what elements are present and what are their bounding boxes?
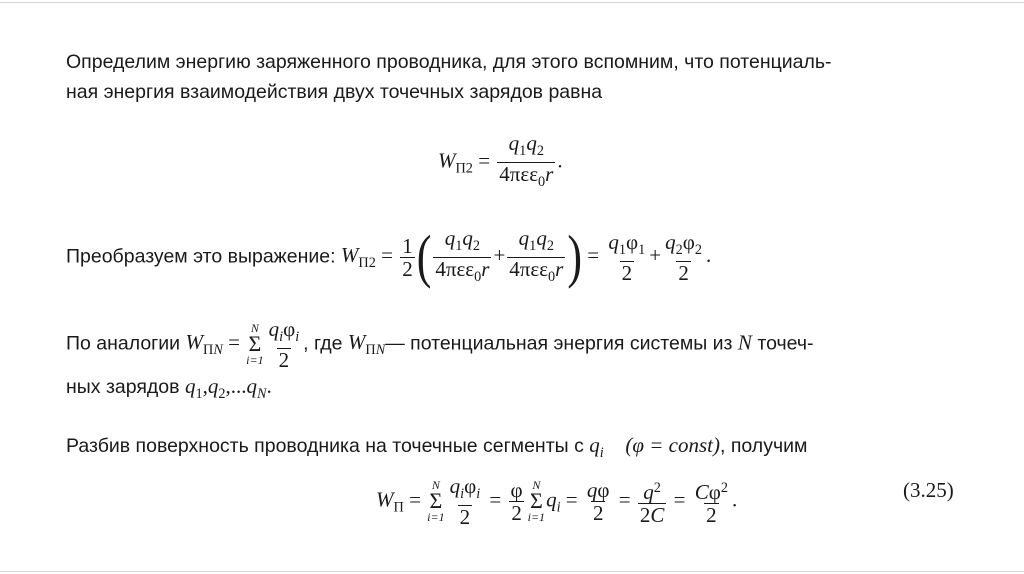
formula-potential-energy-two-charges: $W_{П2}$ = $\frac{q_1q_2}{4\pi\varepsilon\varepsilon_0r}$ . — [438, 132, 563, 193]
paragraph-3-line-2: ных зарядов $q_1,q_2,...q_N$. — [66, 374, 272, 402]
equals-sign: = — [478, 148, 491, 173]
paragraph-2 — [66, 223, 712, 290]
top-divider — [0, 2, 1024, 3]
fraction-q1q2-over-4pi-eps-r: $\frac{q_1q_2}{4\pi\varepsilon\varepsilon_0r}$ — [497, 132, 555, 193]
paragraph-1-line-2: ная энергия взаимодействия двух точечных зарядов равна — [66, 81, 603, 103]
const-potential-condition: (φ = const) — [625, 433, 720, 457]
formula-charges-list: $q_1,q_2,...q_N$. — [184, 374, 272, 402]
symbol-W: W — [438, 148, 456, 173]
subscript-P2: П2 — [455, 160, 473, 177]
formula-system-energy: $W_{ПN}$ = N Σ i=1 $\frac{q_i\varphi_i}{2}$ — [185, 317, 300, 372]
equation-number: (3.25) — [903, 478, 954, 502]
paragraph-4: Разбив поверхность проводника на точечные сегменты с $q_i$ (φ = const), получим — [66, 433, 808, 461]
paragraph-2-text: Преобразуем это выражение: — [66, 245, 336, 268]
bottom-divider — [0, 571, 1024, 572]
paragraph-1-line-1: Определим энергию заряженного проводника, для этого вспомним, что потенциаль- — [66, 51, 832, 73]
formula-transform: $W_{П2}$ = $\frac{1}{2}$ ( $\frac{q_1q_2}{4\pi\varepsilon\varepsilon_0r}$ + $\frac{q_1q_2}{4\pi\varepsilon\varepsilon_0r}$ ) = $\frac{q_1\varphi_1}{2}$ + $\frac{q_2\varphi_2}{2}$ . — [340, 223, 712, 290]
formula-conductor-energy: $W_П$ = N Σ i=1 $\frac{q_i\varphi_i}{2}$ = $\frac{\varphi}{2}$ N Σ i=1 $q_i$ = $\frac{q\varphi}{2}$ = $\frac{q^2}{2C}$ = $\frac{C\varphi^2}{2}$ . — [376, 474, 738, 529]
paragraph-3-line-1: По аналогии $W_{ПN}$ = N Σ i=1 $\frac{q_i\varphi_i}{2}$ , где $W_{ПN}—$ потенциальная энергия системы из N точеч- — [66, 317, 814, 372]
